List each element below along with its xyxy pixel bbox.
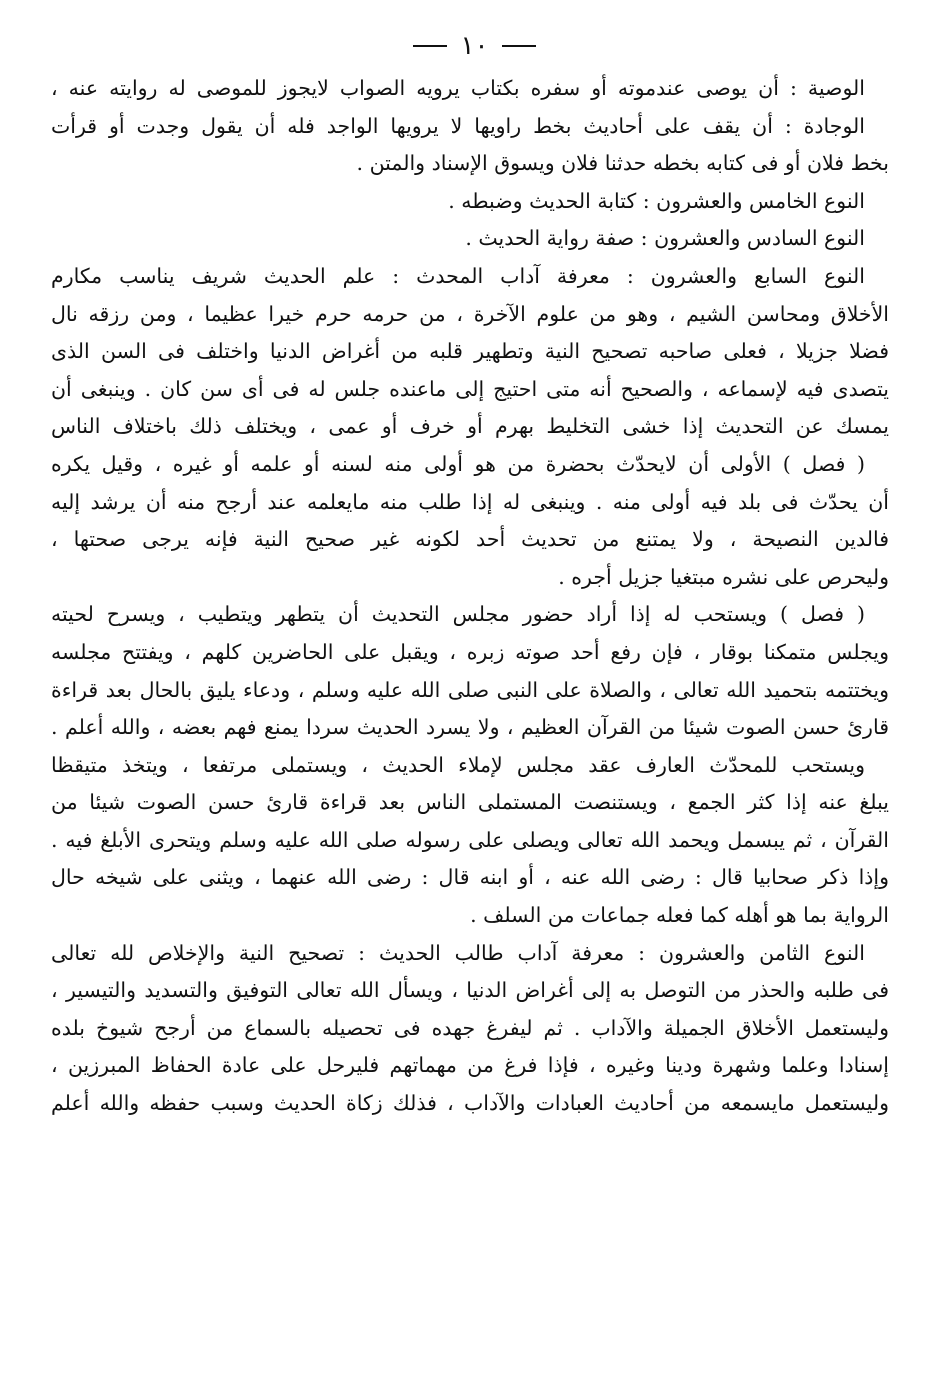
text-line: وليحرص على نشره مبتغيا جزيل أجره . — [558, 564, 889, 589]
text-line: ويختتمه بتحميد الله تعالى ، والصلاة على النبى صلى الله عليه وسلم ، ودعاء يليق بالحال بعد قراءة — [51, 677, 889, 702]
text-line: النوع الخامس والعشرون : كتابة الحديث وضبطه . — [448, 188, 865, 213]
text-line: الوصية : أن يوصى عندموته أو سفره بكتاب يرويه الصواب لايجوز للموصى له روايته عنه ، — [51, 76, 865, 100]
header-dash-left — [413, 45, 447, 47]
text-line: ويستحب للمحدّث العارف عقد مجلس لإملاء الحديث ، ويستملى مرتفعا ، ويتخذ متيقظا — [51, 752, 865, 777]
page-body-text — [51, 70, 889, 1370]
text-line: بخط فلان أو فى كتابه بخطه حدثنا فلان ويسوق الإسناد والمتن . — [356, 151, 889, 176]
text-line: القرآن ، ثم يبسمل ويحمد الله تعالى ويصلى على رسوله صلى الله عليه وسلم ويتحرى الأبلغ فيه . — [51, 827, 889, 852]
text-line: ويجلس متمكنا بوقار ، فإن رفع أحد صوته زبره ، ويقبل على الحاضرين كلهم ، ويفتتح مجلسه — [51, 639, 889, 664]
text-line: فضلا جزيلا ، فعلى صاحبه تصحيح النية وتطهير قلبه من أغراض الدنيا واختلف فى السن الذى — [51, 339, 889, 364]
text-line: يمسك عن التحديث إذا خشى التخليط بهرم أو خرف أو عمى ، ويختلف ذلك باختلاف الناس — [51, 414, 889, 439]
header-dash-right — [502, 45, 536, 47]
text-line: الأخلاق ومحاسن الشيم ، وهو من علوم الآخرة ، من حرمه حرم خيرا عظيما ، ومن رزقه نال — [51, 301, 889, 326]
text-line: ( فصل ) الأولى أن لايحدّث بحضرة من هو أولى منه لسنه أو علمه أو غيره ، وقيل يكره — [51, 451, 865, 476]
text-line: أن يحدّث فى بلد فيه أولى منه . وينبغى له إذا طلب منه مايعلمه عند أرجح منه أن يرشد إليه — [51, 489, 889, 514]
text-line: وليستعمل مايسمعه من أحاديث العبادات والآداب ، فذلك زكاة الحديث وسبب حفظه والله أعلم — [51, 1091, 889, 1116]
text-line: قارئ حسن الصوت شيئا من القرآن العظيم ، ولا يسرد الحديث سردا يمنع فهم بعضه ، والله أعلم . — [51, 715, 889, 740]
text-line: إسنادا وعلما وشهرة ودينا وغيره ، فإذا فرغ من مهماتهم فليرحل على عادة الحفاظ المبرزين ، — [51, 1053, 889, 1078]
text-line: فى طلبه والحذر من التوصل به إلى أغراض الدنيا ، ويسأل الله تعالى التوفيق والتسديد والتيسير ، — [51, 978, 889, 1003]
text-line: ( فصل ) ويستحب له إذا أراد حضور مجلس التحديث أن يتطهر ويتطيب ، ويسرح لحيته — [51, 602, 865, 627]
page-header — [0, 28, 949, 64]
text-line: وليستعمل الأخلاق الجميلة والآداب . ثم ليفرغ جهده فى تحصيله بالسماع من أرجح شيوخ بلده — [51, 1015, 889, 1040]
text-line: الرواية بما هو أهله كما فعله جماعات من السلف . — [470, 903, 889, 928]
page-number: ١٠ — [460, 31, 489, 61]
text-line: يتصدى فيه لإسماعه ، والصحيح أنه متى احتيج إلى ماعنده جلس له فى أى سن كان . وينبغى أن — [51, 376, 889, 401]
text-line: الوجادة : أن يقف على أحاديث بخط راويها لا يرويها الواجد فله أن يقول وجدت أو قرأت — [51, 113, 865, 138]
text-line: النوع السابع والعشرون : معرفة آداب المحدث : علم الحديث شريف يناسب مكارم — [51, 263, 865, 288]
text-line: وإذا ذكر صحابيا قال : رضى الله عنه ، أو ابنه قال : رضى الله عنهما ، ويثنى على شيخه حال — [51, 865, 889, 890]
text-line: النوع السادس والعشرون : صفة رواية الحديث . — [465, 226, 865, 251]
text-line: يبلغ عنه إذا كثر الجمع ، ويستنصت المستملى الناس بعد قراءة قارئ حسن الصوت شيئا من — [51, 790, 889, 815]
text-line: فالدين النصيحة ، ولا يمتنع من تحديث أحد لكونه غير صحيح النية فإنه يرجى صحتها ، — [51, 527, 889, 552]
text-line: النوع الثامن والعشرون : معرفة آداب طالب الحديث : تصحيح النية والإخلاص لله تعالى — [51, 940, 865, 965]
